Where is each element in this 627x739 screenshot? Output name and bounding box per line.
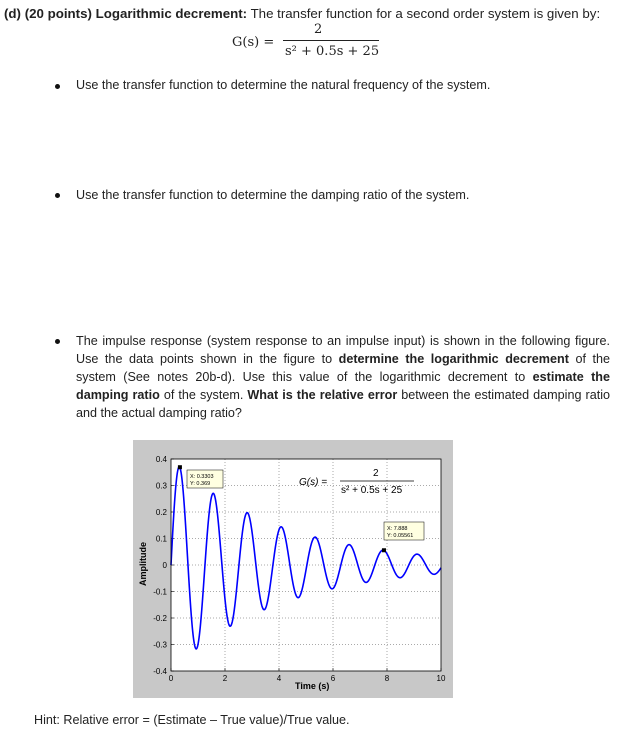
tf-fraction-line [283,40,379,41]
x-tick-label: 6 [330,674,336,683]
datatip-x-label: X: 7.888 [387,526,408,532]
text-run: between the estimated damping ratio and the actual damping ratio? [76,388,610,420]
bold-run: estimate the damping ratio [76,370,610,402]
tf-lhs: G(s) = [232,35,275,50]
y-tick-label: -0.1 [153,587,167,597]
x-axis-label: Time (s) [295,681,330,691]
annotation-lhs: G(s) = [299,477,328,488]
x-tick-label: 8 [384,674,390,683]
y-tick-label: -0.4 [153,667,167,676]
datatip-y-label: Y: 0.369 [190,481,211,487]
x-tick-label: 2 [222,674,228,683]
annotation-denominator: s² + 0.5s + 25 [341,485,403,496]
text-run: of the system (See notes 20b-d). Use this value of the logarithmic decrement to [76,352,610,384]
bullet-natural-frequency: Use the transfer function to determine the natural frequency of the system. [76,78,491,92]
x-tick-label: 4 [276,674,282,683]
problem-topic: Logarithmic decrement: [95,6,248,21]
bullet-impulse-response [76,332,610,422]
y-tick-label: 0 [162,561,167,570]
y-axis-label: Amplitude [138,542,148,586]
x-tick-label: 0 [168,674,174,683]
problem-points: (20 points) [24,6,92,21]
tf-numerator: 2 [314,22,323,37]
problem-label: (d) [4,6,21,21]
bullet-dot [55,339,60,344]
bold-run: determine the logarithmic decrement [338,352,569,366]
text-run: The impulse response (system response to an impulse input) is shown in the following figure. Use the data points shown in the figure to [76,334,610,366]
bullet-dot [55,84,60,89]
text-run: of the system. [159,388,248,402]
problem-intro: The transfer function for a second order system is given by: [250,6,601,21]
problem-header [4,6,600,21]
tf-denominator: s² + 0.5s + 25 [285,44,380,59]
y-tick-label: -0.3 [153,640,167,650]
impulse-response-figure [133,440,453,698]
datatip-marker [382,548,386,552]
y-tick-label: 0.2 [155,508,167,517]
y-tick-label: 0.3 [155,481,167,491]
y-tick-label: 0.1 [155,534,167,544]
bold-run: What is the relative error [247,388,398,402]
hint-text: Hint: Relative error = (Estimate – True value)/True value. [34,713,350,727]
bullet-damping-ratio: Use the transfer function to determine the damping ratio of the system. [76,188,470,202]
bullet-dot [55,193,60,198]
datatip-x-label: X: 0.3303 [190,474,214,480]
annotation-numerator: 2 [373,468,379,479]
datatip-y-label: Y: 0.05561 [387,533,414,539]
y-tick-label: -0.2 [153,614,167,623]
x-tick-label: 10 [436,674,446,683]
y-tick-label: 0.4 [155,455,167,464]
datatip-marker [178,465,182,469]
